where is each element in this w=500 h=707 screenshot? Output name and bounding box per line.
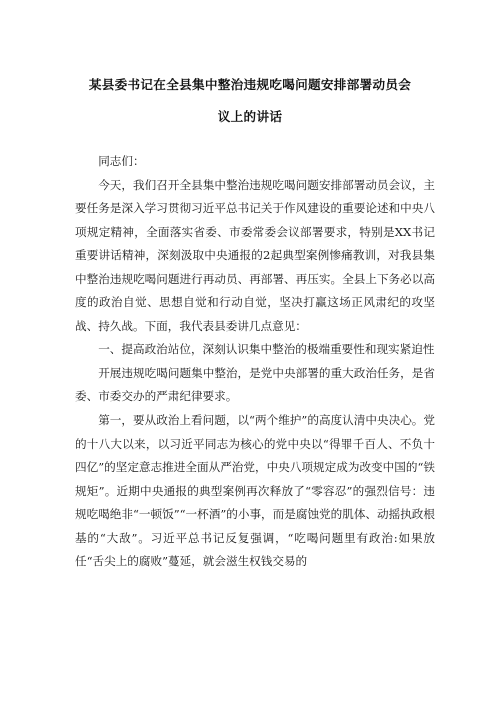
body-paragraph: 第一，要从政治上看问题，以“两个维护”的高度认清中央决心。党的十八大以来，以习近平同志为核心的党中央以“得罪千百人、不负十四亿”的坚定意志推进全面从严治党，中央八项规定成为改变中国的“铁规矩”。近期中央通报的典型案例再次释放了“零容忍”的强烈信号：违规吃喝绝非“一顿饭”“一杯酒”的小事，而是腐蚀党的肌体、动摇执政根基的“大敌”。习近平总书记反复强调，“吃喝问题里有政治:如果放任“舌尖上的腐败”蔓延，就会滋生权钱交易的 — [75, 413, 435, 569]
document-body — [75, 150, 435, 574]
document-title-line-2: 议上的讲话 — [217, 109, 283, 124]
document-title-line-1: 某县委书记在全县集中整治违规吃喝问题安排部署动员会 — [88, 77, 412, 92]
body-paragraph: 今天，我们召开全县集中整治违规吃喝问题安排部署动员会议，主要任务是深入学习贯彻习近平总书记关于作风建设的重要论述和中央八项规定精神，全面落实省委、市委常委会议部署要求，特别是XX书记重要讲话精神，深刻汲取中央通报的2起典型案例惨痛教训，对我县集中整治违规吃喝问题进行再动员、再部署、再压实。全县上下务必以高度的政治自觉、思想自觉和行动自觉，坚决打赢这场正风肃纪的攻坚战、持久战。下面，我代表县委讲几点意见： — [75, 177, 435, 333]
salutation: 同志们： — [98, 154, 145, 168]
section-heading: 一、提高政治站位，深刻认识集中整治的极端重要性和现实紧迫性 — [98, 342, 435, 357]
body-paragraph: 开展违规吃喝问题集中整治，是党中央部署的重大政治任务，是省委、市委交办的严肃纪律要求。 — [75, 365, 435, 404]
